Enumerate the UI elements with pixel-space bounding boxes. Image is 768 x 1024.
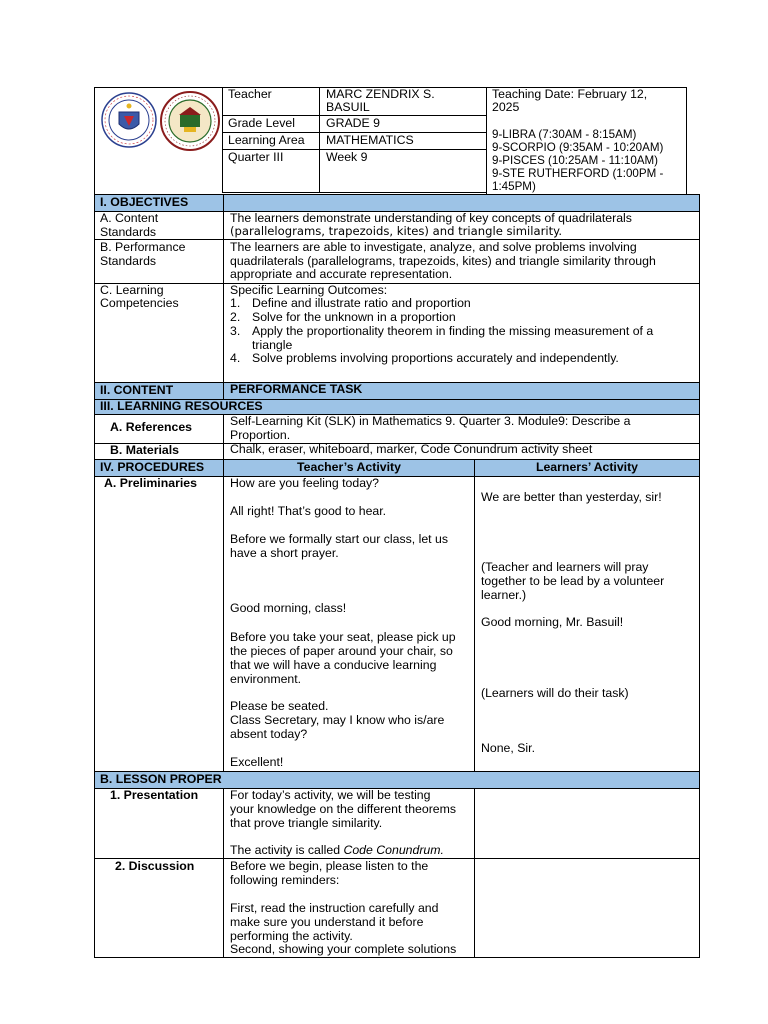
- teacher-line: Before we formally start our class, let us: [230, 532, 449, 546]
- schedule-item: 9-SCORPIO (9:35AM - 10:20AM): [492, 141, 664, 154]
- teacher-activity-header: Teacher’s Activity: [297, 460, 401, 474]
- content-value: PERFORMANCE TASK: [230, 382, 363, 396]
- schedule-item: 9-PISCES (10:25AM - 11:10AM): [492, 154, 659, 167]
- resources-heading: III. LEARNING RESOURCES: [100, 399, 263, 413]
- performance-standards-text: appropriate and accurate representation.: [230, 267, 453, 281]
- outcome-number: 4.: [230, 351, 241, 365]
- learner-line: None, Sir.: [481, 741, 535, 755]
- objectives-heading: I. OBJECTIVES: [100, 195, 189, 209]
- references-text: Self-Learning Kit (SLK) in Mathematics 9. Quarter 3. Module9: Describe a: [230, 414, 631, 428]
- outcome-text: Apply the proportionality theorem in finding the missing measurement of a: [252, 324, 654, 338]
- presentation-label: 1. Presentation: [110, 788, 199, 802]
- presentation-line: For today’s activity, we will be testing: [230, 788, 431, 802]
- performance-standards-text: quadrilaterals (parallelograms, trapezoids, kites) and triangle similarity through: [230, 254, 656, 268]
- activity-intro-text: The activity is called: [230, 843, 344, 857]
- presentation-line: [230, 844, 444, 858]
- teaching-date-line1: Teaching Date: February 12,: [492, 87, 648, 101]
- schedule-item: 9-LIBRA (7:30AM - 8:15AM): [492, 128, 637, 141]
- materials-text: Chalk, eraser, whiteboard, marker, Code Conundrum activity sheet: [230, 442, 593, 456]
- outcome-text: Solve problems involving proportions accurately and independently.: [252, 351, 619, 365]
- teaching-date-line2: 2025: [492, 100, 520, 114]
- learning-area-value: MATHEMATICS: [326, 133, 414, 147]
- discussion-line: Before we begin, please listen to the: [230, 859, 429, 873]
- discussion-line: make sure you understand it before: [230, 915, 424, 929]
- schedule-item: 1:45PM): [492, 180, 536, 193]
- schedule-item: 9-STE RUTHERFORD (1:00PM -: [492, 167, 664, 180]
- discussion-line: performing the activity.: [230, 929, 353, 943]
- materials-label: B. Materials: [110, 443, 180, 457]
- content-standards-text: The learners demonstrate understanding of key concepts of quadrilaterals: [230, 211, 632, 225]
- teacher-line: Please be seated.: [230, 699, 329, 713]
- presentation-line: that prove triangle similarity.: [230, 816, 383, 830]
- competencies-label: Competencies: [100, 296, 179, 310]
- quarter-label: Quarter III: [228, 150, 284, 164]
- lesson-proper-heading: B. LESSON PROPER: [100, 772, 222, 786]
- content-standards-label: A. Content: [100, 211, 159, 225]
- learner-line: learner.): [481, 588, 527, 602]
- procedures-heading: IV. PROCEDURES: [100, 460, 205, 474]
- performance-standards-label: B. Performance: [100, 240, 186, 254]
- learner-line: We are better than yesterday, sir!: [481, 490, 662, 504]
- teacher-line: Excellent!: [230, 755, 284, 769]
- teacher-line: have a short prayer.: [230, 546, 339, 560]
- references-text: Proportion.: [230, 428, 291, 442]
- week-value: Week 9: [326, 150, 368, 164]
- learners-activity-header: Learners’ Activity: [535, 460, 639, 474]
- activity-name: Code Conundrum.: [343, 843, 444, 857]
- teacher-line: Good morning, class!: [230, 601, 347, 615]
- discussion-line: following reminders:: [230, 873, 340, 887]
- outcome-text: Solve for the unknown in a proportion: [252, 310, 456, 324]
- grade-level-value: GRADE 9: [326, 116, 380, 130]
- deped-seal-logo: [101, 92, 157, 148]
- teacher-line: that we will have a conducive learning: [230, 658, 437, 672]
- outcomes-intro: Specific Learning Outcomes:: [230, 283, 388, 297]
- school-seal-logo: [160, 91, 220, 151]
- teacher-name-line1: MARC ZENDRIX S.: [326, 87, 435, 101]
- teacher-line: absent today?: [230, 727, 308, 741]
- learner-line: (Teacher and learners will pray: [481, 560, 649, 574]
- teacher-line: Before you take your seat, please pick up: [230, 630, 456, 644]
- learner-line: Good morning, Mr. Basuil!: [481, 615, 624, 629]
- performance-standards-text: The learners are able to investigate, analyze, and solve problems involving: [230, 240, 637, 254]
- teacher-line: the pieces of paper around your chair, so: [230, 644, 453, 658]
- teacher-line: How are you feeling today?: [230, 476, 380, 490]
- teacher-name-line2: BASUIL: [326, 100, 370, 114]
- teacher-line: All right! That’s good to hear.: [230, 504, 387, 518]
- content-standards-label: Standards: [100, 225, 157, 239]
- discussion-line: Second, showing your complete solutions: [230, 942, 457, 956]
- learner-line: together to be lead by a volunteer: [481, 574, 665, 588]
- discussion-line: First, read the instruction carefully and: [230, 901, 439, 915]
- outcome-text: Define and illustrate ratio and proportion: [252, 296, 471, 310]
- teacher-line: Class Secretary, may I know who is/are: [230, 713, 445, 727]
- content-standards-text: (parallelograms, trapezoids, kites) and triangle similarity.: [230, 224, 563, 238]
- learner-line: (Learners will do their task): [481, 686, 629, 700]
- teacher-line: environment.: [230, 672, 302, 686]
- presentation-line: your knowledge on the different theorems: [230, 802, 457, 816]
- outcome-number: 3.: [230, 324, 241, 338]
- outcome-number: 1.: [230, 296, 241, 310]
- grade-level-label: Grade Level: [228, 116, 295, 130]
- competencies-label: C. Learning: [100, 283, 164, 297]
- outcome-text: triangle: [252, 338, 293, 352]
- teacher-label: Teacher: [228, 87, 272, 101]
- performance-standards-label: Standards: [100, 254, 157, 268]
- learning-area-label: Learning Area: [228, 133, 305, 147]
- outcome-number: 2.: [230, 310, 241, 324]
- references-label: A. References: [110, 420, 193, 434]
- preliminaries-label: A. Preliminaries: [104, 476, 197, 490]
- discussion-label: 2. Discussion: [115, 859, 195, 873]
- content-heading: II. CONTENT: [100, 383, 174, 397]
